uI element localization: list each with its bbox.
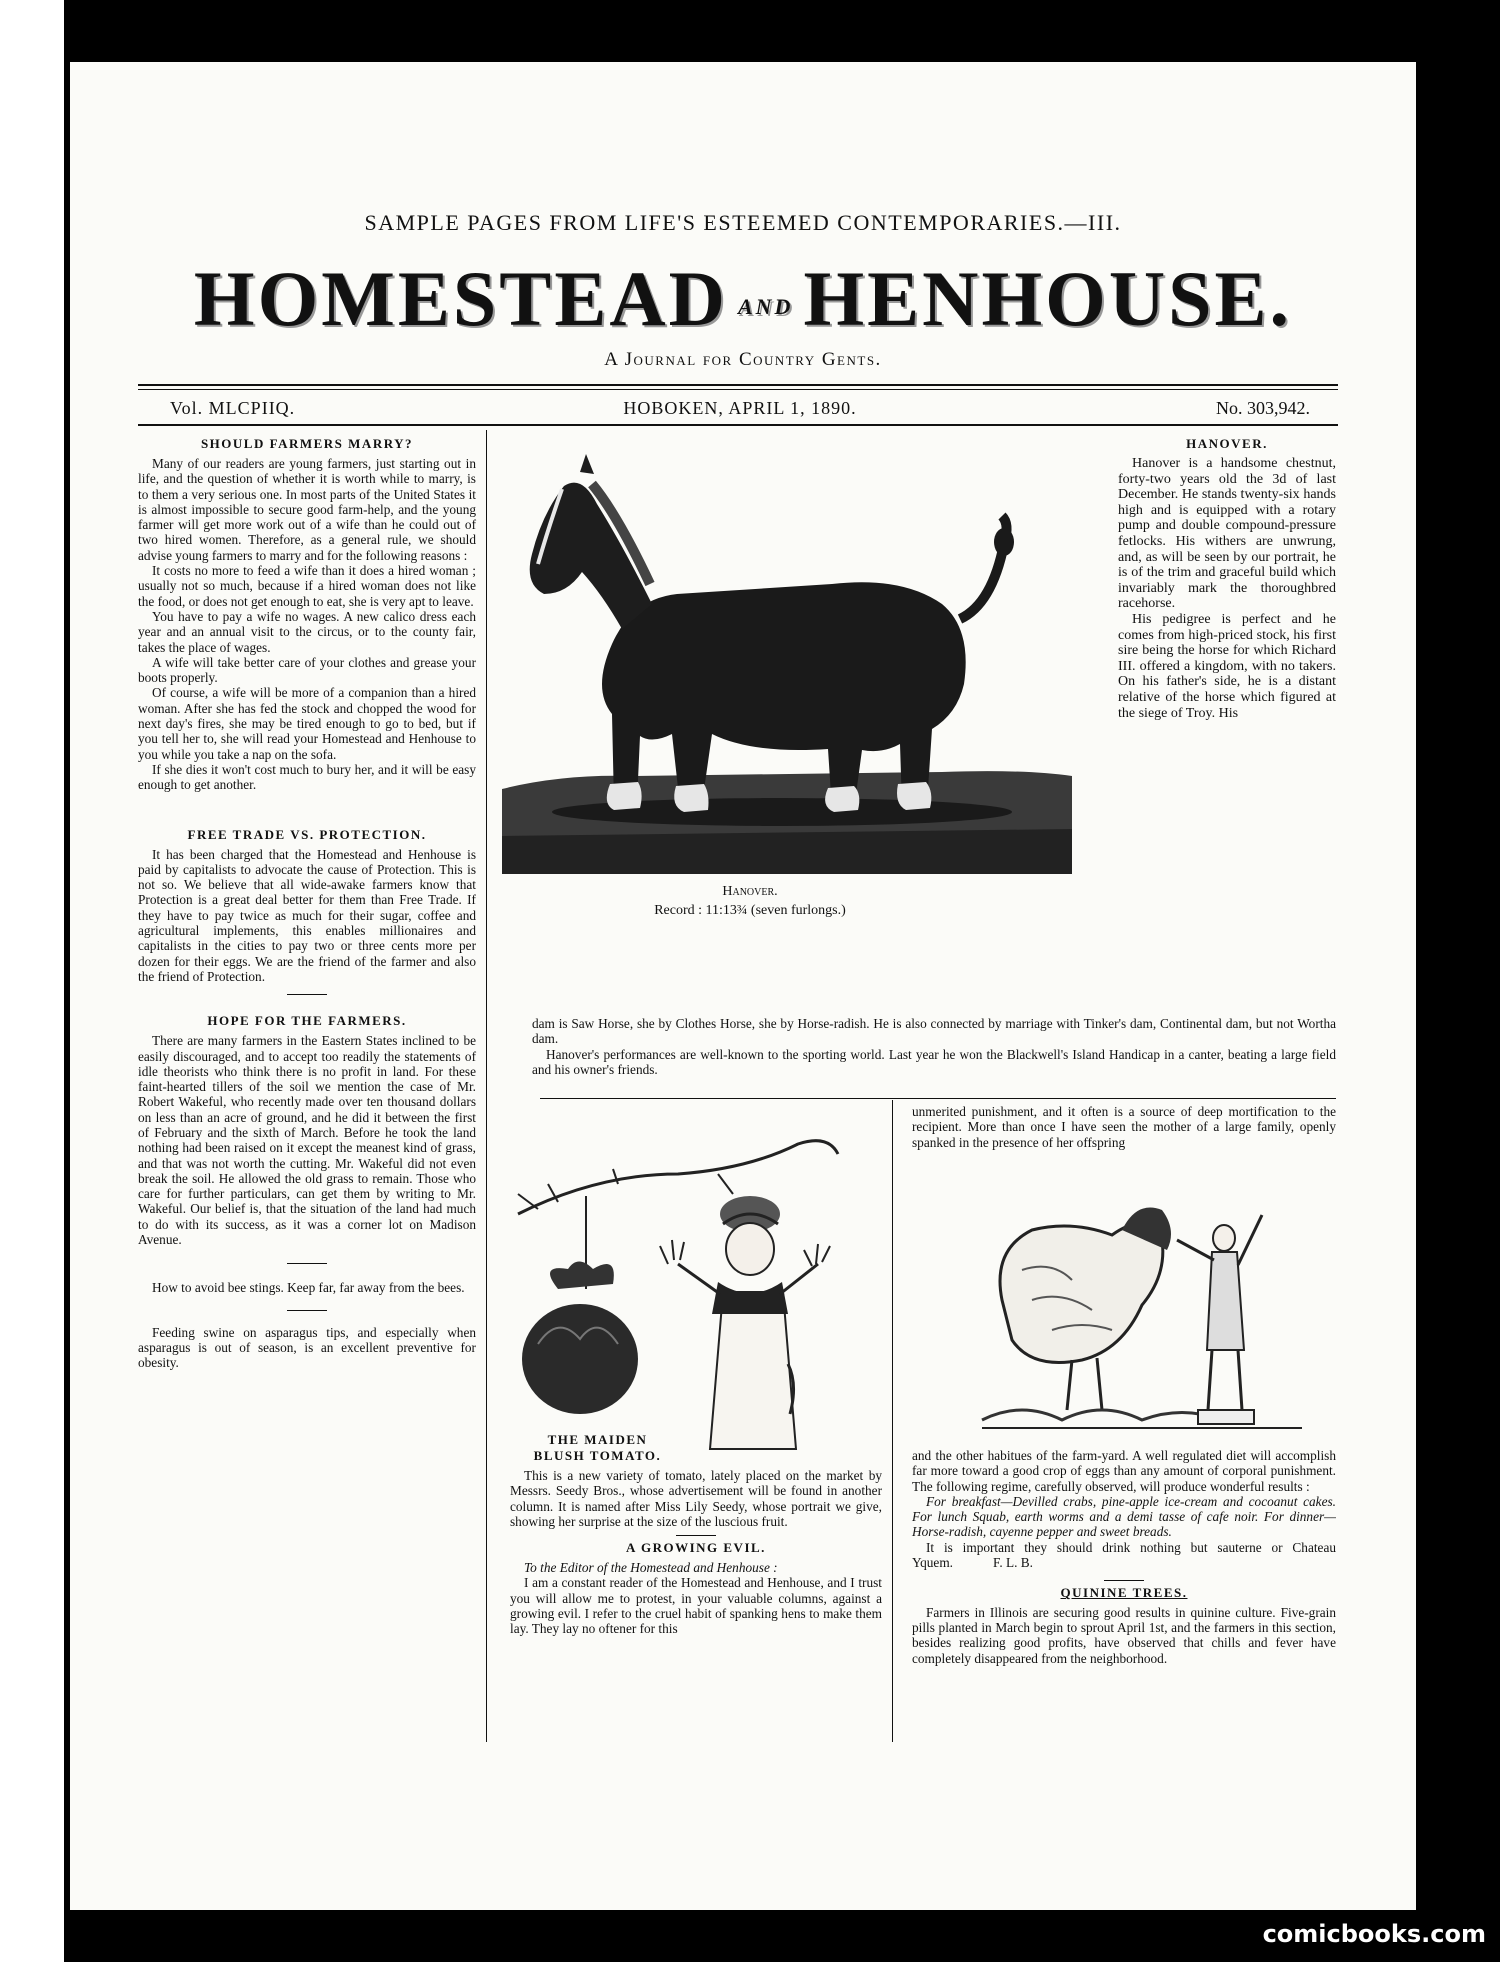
- paragraph: unmerited punishment, and it often is a source of deep mortification to the recipient. More than once I have seen the mother of a large family, openly spanked in the presence of her offspring: [912, 1104, 1336, 1150]
- hen-statue-illustration: [962, 1180, 1322, 1444]
- hanover-article-wide: [532, 1016, 1336, 1077]
- tagline: A Journal for Country Gents.: [604, 349, 882, 370]
- article-hope-for-farmers: [138, 1033, 476, 1247]
- paragraph: You have to pay a wife no wages. A new calico dress each year and an annual visit to the circus, or to the county fair, takes the place of wages.: [138, 608, 476, 655]
- paragraph: Many of our readers are young farmers, just starting out in life, and the question of whether it is worth while to marry, is to them a very serious one. In most parts of the United States it is almost impossible to secure good farm-help, and the young farmer will get more work out of a wife than he could out of two hired women. Therefore, as a general rule, we should advise young farmers to marry and for the following reasons :: [138, 456, 476, 563]
- dateline: HOBOKEN, APRIL 1, 1890.: [623, 398, 857, 418]
- rule-mid: [540, 1098, 1336, 1099]
- paragraph: His pedigree is perfect and he comes from high-priced stock, his first sire being the horse for which Richard III. offered a kingdom, with no takers. On his father's side, he is a distant relative of the horse which figured at the siege of Troy. His: [1118, 611, 1336, 721]
- paragraph: I am a constant reader of the Homestead and Henhouse, and I trust you will allow me to protest, in your valuable columns, against a growing evil. I refer to the cruel habit of spanking hens to make them lay. They lay no oftener for this: [510, 1575, 882, 1637]
- masthead-and: AND: [738, 294, 794, 320]
- separator: [287, 994, 327, 995]
- article-bee-stings: [138, 1280, 476, 1295]
- paragraph: A wife will take better care of your clothes and grease your boots properly.: [138, 654, 476, 686]
- salutation: To the Editor of the Homestead and Henhouse :: [524, 1560, 778, 1576]
- series-line: SAMPLE PAGES FROM LIFE'S ESTEEMED CONTEMPORARIES.—III.: [364, 210, 1122, 235]
- caption-title: Hanover.: [722, 884, 778, 899]
- tomato-maiden-illustration: [498, 1114, 884, 1456]
- issue-number: No. 303,942.: [1216, 398, 1310, 418]
- paragraph: Farmers in Illinois are securing good results in quinine culture. Five-grain pills planted in March begin to sprout April 1st, and the farmers in this section, besides realizing good profits, have observed that chills and fever have completely disappeared from the neighborhood.: [912, 1604, 1336, 1666]
- paragraph: It has been charged that the Homestead and Henhouse is paid by capitalists to advocate the cause of Protection. This is not so. We believe that all wide-awake farmers know that Protection is a great deal better for them than Free Trade. If they have to pay twice as much for their sugar, coffee and agricultural implements, this enables millionaires and capitalists in the cities to pay two or three cents more per dozen for their eggs. We are the friend of the farmer and also the friend of Protection.: [138, 846, 476, 984]
- masthead-left: HOMESTEAD: [193, 255, 728, 342]
- signature: F. L. B.: [993, 1555, 1033, 1571]
- left-column: [138, 436, 476, 1371]
- paragraph: This is a new variety of tomato, lately placed on the market by Messrs. Seedy Bros., whose advertisement will be found in another column. It is named after Miss Lily Seedy, whose portrait we give, showing her surprise at the size of the luscious fruit.: [510, 1468, 882, 1529]
- paragraph: Hanover's performances are well-known to the sporting world. Last year he won the Blackwell's Island Handicap in a canter, beating a large field and his owner's friends.: [532, 1046, 1336, 1077]
- paragraph: Hanover is a handsome chestnut, forty-two years old the 3d of last December. He stands twenty-six hands high and is equipped with a rotary pump and double compound-pressure fetlocks. His withers are unwrung, and, as will be seen by our portrait, he is of the trim and graceful build which invariably mark the thoroughbred racehorse.: [1118, 456, 1336, 612]
- paragraph: Feeding swine on asparagus tips, and especially when asparagus is out of season, is an excellent preventive for obesity.: [138, 1324, 476, 1371]
- column-divider-1: [486, 430, 487, 1742]
- rule-under-dateline: [138, 424, 1338, 426]
- separator: [287, 1310, 327, 1311]
- volume-label: Vol. MLCPIIQ.: [170, 398, 296, 418]
- rule-top-thin: [138, 389, 1338, 390]
- paragraph: [912, 1540, 1336, 1571]
- left-page-edge: [0, 0, 64, 1962]
- article-feeding-swine: [138, 1325, 476, 1371]
- caption-record: Record : 11:13¾ (seven furlongs.): [654, 903, 846, 918]
- heading-blush-tomato: BLUSH TOMATO.: [533, 1448, 662, 1463]
- heading-hanover: HANOVER.: [1186, 436, 1268, 451]
- paragraph: There are many farmers in the Eastern States inclined to be easily discouraged, and to accept too readily the statements of idle theorists who think there is no profit in land. For these faint-hearted tillers of the soil we mention the case of Mr. Robert Wakeful, who recently made over ten thousand dollars on less than an acre of ground, and he did it between the first of February and the sixth of March. Before he took the land nothing had been raised on it except the meanest kind of grass, and that was not worth the cutting. Mr. Wakeful did not even break the soil. He allowed the old grass to remain. Those who care for further particulars, can get them by writing to Mr. Wakeful. Our belief is, that the situation of the land had much to do with its success, as it was a corner lot on Madison Avenue.: [138, 1033, 476, 1248]
- separator: [287, 1263, 327, 1264]
- article-growing-evil-end: [912, 1448, 1336, 1666]
- heading-hope-for-farmers: HOPE FOR THE FARMERS.: [207, 1013, 407, 1029]
- paragraph-menu: For breakfast—Devilled crabs, pine-apple ice-cream and cocoanut cakes. For lunch Squab, earth worms and a demi tasse of cafe noir. For dinner—Horse-radish, cayenne pepper and sweet breads.: [912, 1493, 1336, 1540]
- separator: [676, 1535, 716, 1536]
- article-growing-evil: [510, 1560, 882, 1636]
- hanover-caption: [540, 882, 960, 920]
- hanover-side-text: [1118, 456, 1336, 721]
- article-free-trade: [138, 847, 476, 985]
- masthead: [70, 254, 1416, 344]
- column-divider-2: [892, 1100, 893, 1742]
- newspaper-page: [70, 62, 1416, 1910]
- rule-top: [138, 384, 1338, 386]
- paragraph: and the other habitues of the farm-yard. A well regulated diet will accomplish far more toward a good crop of eggs than any amount of corporal punishment. The following regime, carefully observed, will produce wonderful results :: [912, 1448, 1336, 1494]
- tomato-heading-block: [510, 1432, 685, 1464]
- masthead-right: HENHOUSE.: [803, 255, 1293, 342]
- article-growing-evil-cont: [912, 1104, 1336, 1150]
- middle-column: [510, 1432, 882, 1637]
- hanover-article-side: [1118, 436, 1336, 721]
- paragraph: How to avoid bee stings. Keep far, far away from the bees.: [152, 1280, 465, 1296]
- hanover-horse-illustration: [502, 444, 1072, 874]
- paragraph: dam is Saw Horse, she by Clothes Horse, she by Horse-radish. He is also connected by marriage with Tinker's dam, Continental dam, but not Wortha dam.: [532, 1016, 1336, 1047]
- heading-growing-evil: A GROWING EVIL.: [626, 1540, 766, 1556]
- heading-should-farmers-marry: SHOULD FARMERS MARRY?: [200, 436, 414, 451]
- article-should-farmers-marry: [138, 456, 476, 793]
- paragraph: If she dies it won't cost much to bury her, and it will be easy enough to get another.: [138, 761, 476, 793]
- heading-free-trade: FREE TRADE VS. PROTECTION.: [187, 826, 427, 842]
- paragraph: Of course, a wife will be more of a companion than a hired woman. After she has fed the stock and chopped the wood for next day's fires, she may be tired enough to go to bed, but if you tell her to, she will read your Homestead and Henhouse to you while you take a nap on the sofa.: [138, 685, 476, 762]
- separator: [1104, 1580, 1144, 1581]
- article-tomato: [510, 1468, 882, 1529]
- watermark: comicbooks.com: [1262, 1920, 1486, 1948]
- heading-quinine-trees: QUININE TREES.: [1060, 1585, 1188, 1601]
- heading-maiden: THE MAIDEN: [547, 1432, 648, 1447]
- paragraph: It costs no more to feed a wife than it does a hired woman ; usually not so much, because if a hired woman does not like the food, or does not get enough to eat, she is very apt to leave.: [138, 563, 476, 609]
- article-quinine-trees: [912, 1605, 1336, 1666]
- drink-text: It is important they should drink nothing but sauterne or Chateau Yquem.: [912, 1539, 1336, 1571]
